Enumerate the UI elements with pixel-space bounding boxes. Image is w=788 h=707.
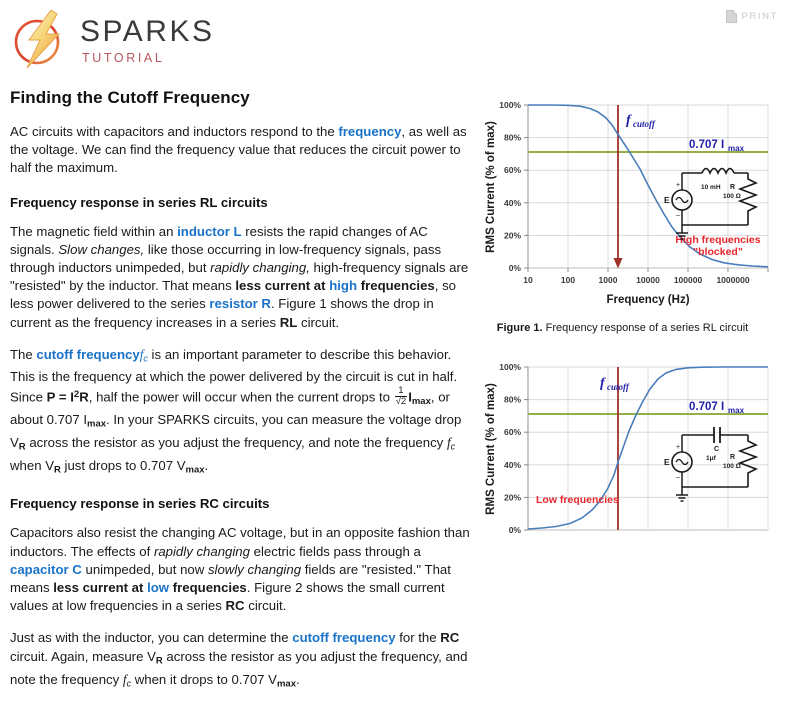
rl-p1-a: The magnetic field within an: [10, 223, 178, 239]
figure-1: [480, 93, 780, 335]
rc-p2-e: when it drops to 0.707 V: [131, 671, 277, 687]
heading-rc-section: Frequency response in series RC circuits: [10, 496, 270, 512]
svg-text:1000000: 1000000: [716, 275, 750, 285]
inductor-value: 10 mH: [701, 184, 721, 191]
svg-text:20%: 20%: [503, 230, 521, 241]
rc-p1-f: circuit.: [244, 598, 287, 614]
intro-text-1: AC circuits with capacitors and inductors respond to the: [10, 124, 339, 139]
rc-circuit-diagram: [672, 427, 756, 501]
svg-text:80%: 80%: [503, 394, 521, 405]
figure-1-chart: [480, 93, 780, 311]
rl-p2-g: when V: [10, 457, 54, 473]
threshold-annotation: [689, 139, 745, 153]
cutoff-sublabel: cutoff: [633, 119, 655, 129]
rl-paragraph-1: [10, 223, 470, 332]
rl-p2-imax-sub: max: [411, 395, 431, 407]
lightning-bolt-icon: [10, 6, 76, 76]
rl-p2-eq-r: R: [79, 389, 89, 405]
threshold-sublabel: max: [728, 144, 745, 153]
rl-p2-e: . In your SPARKS circuits, you can measure the voltage drop V: [10, 411, 462, 450]
print-button[interactable]: [726, 10, 779, 23]
svg-text:0%: 0%: [508, 263, 521, 273]
link-low[interactable]: low: [147, 580, 170, 596]
rc-p1-d: fields are "resisted." That means: [10, 561, 451, 596]
threshold-label: 0.707 I: [689, 401, 725, 413]
page-title: Finding the Cutoff Frequency: [10, 88, 250, 107]
svg-text:60%: 60%: [503, 427, 521, 438]
rc-p1-bold-3: RC: [225, 598, 245, 614]
rl-circuit-diagram: [672, 169, 756, 240]
y-axis-tick-labels: [499, 100, 521, 273]
threshold-sublabel: max: [728, 406, 745, 415]
site-header: [0, 0, 788, 88]
polarity-plus: +: [676, 444, 681, 451]
article-column: [10, 88, 470, 707]
sparks-logo[interactable]: [10, 6, 215, 76]
rc-p1-a: Capacitors also resist the changing AC voltage, but in an opposite fashion than inductors. The effects of: [10, 525, 470, 559]
svg-text:40%: 40%: [503, 459, 521, 470]
x-axis-tick-labels: [523, 275, 750, 285]
svg-text:40%: 40%: [503, 197, 521, 208]
cutoff-annotation: [626, 113, 656, 129]
figure-1-caption-label: Figure 1.: [496, 322, 543, 334]
rl-p1-italic-1: Slow changes,: [58, 241, 145, 257]
callout-line-1: High frequencies: [675, 234, 761, 246]
resistor-label: R: [730, 454, 736, 461]
polarity-minus: –: [676, 212, 680, 219]
figure-2: [480, 355, 780, 573]
rl-p2-vr1-sub: R: [18, 441, 26, 453]
y-tick-marks: [524, 105, 528, 268]
rl-p2-fc2-sub: c: [450, 441, 456, 452]
rl-p1-c: like those occurring in low-frequency signals, pass through inductors unimpeded, but: [10, 241, 442, 276]
rc-p2-bold-rc: RC: [440, 630, 460, 646]
rc-p1-italic-2: slowly changing: [207, 561, 302, 577]
heading-rl-section: Frequency response in series RL circuits: [10, 194, 268, 210]
svg-text:10: 10: [523, 275, 533, 285]
intro-paragraph: [10, 123, 470, 178]
rc-circuit-labels: [664, 444, 741, 481]
svg-text:0%: 0%: [508, 525, 521, 535]
cutoff-sublabel: cutoff: [607, 382, 629, 392]
capacitor-value: 1μf: [706, 455, 716, 462]
rc-paragraph-2: [10, 629, 470, 693]
rc-p2-fc-sub: c: [126, 678, 132, 689]
resistor-label: R: [730, 184, 736, 191]
y-axis-tick-labels: [499, 362, 521, 535]
rc-p2-d: across the resistor as you adjust the frequency, and note the frequency: [10, 648, 468, 687]
rl-p2-eq-p: P = I: [46, 389, 74, 405]
one-over-sqrt2-fraction: [395, 386, 408, 407]
rl-p1-bold-3: RL: [279, 314, 298, 330]
rl-p2-vr2-sub: R: [54, 464, 61, 476]
rl-p2-f: across the resistor as you adjust the frequency, and note the frequency: [25, 434, 447, 450]
rc-p2-b: for the: [395, 630, 441, 646]
svg-text:10000: 10000: [636, 275, 660, 285]
rl-p2-imax: I: [408, 389, 412, 405]
threshold-annotation: [689, 401, 745, 415]
svg-text:20%: 20%: [503, 492, 521, 503]
logo-subtitle: TUTORIAL: [82, 51, 165, 65]
rc-p1-italic-1: rapidly changing: [153, 543, 250, 559]
svg-text:100: 100: [560, 275, 576, 285]
svg-text:100%: 100%: [499, 100, 521, 110]
rl-p2-a: The: [10, 346, 37, 362]
rl-circuit-labels: [664, 182, 741, 219]
rc-p1-e: . Figure 2 shows the small current values at low frequencies in a series: [10, 580, 445, 614]
rl-p2-fc2: f: [446, 434, 451, 450]
rc-p1-b: electric fields pass through a: [249, 543, 421, 559]
rl-p2-eq-sup: 2: [73, 388, 80, 400]
callout-line-2: "blocked": [693, 246, 743, 258]
rc-p1-c: unimpeded, but now: [81, 561, 208, 577]
print-label: PRINT: [741, 11, 778, 22]
rc-p2-a: Just as with the inductor, you can determine the: [10, 630, 293, 646]
svg-text:100000: 100000: [673, 275, 703, 285]
rc-paragraph-1: [10, 524, 470, 615]
rl-p1-f: . Figure 1 shows the drop in current as the frequency increases in a series: [10, 296, 434, 330]
rc-p1-bold-1: less current at: [53, 580, 148, 596]
rl-p1-b: resists the rapid changes of AC signals.: [10, 223, 428, 257]
rl-p2-d: , or about 0.707 I: [10, 389, 450, 427]
rl-p2-vmax-sub: max: [185, 464, 205, 476]
svg-text:60%: 60%: [503, 165, 521, 176]
logo-title: SPARKS: [80, 15, 215, 48]
rl-p2-fc-sub: c: [143, 353, 148, 364]
polarity-minus: –: [676, 474, 680, 481]
rl-p2-c: , half the power will occur when the current drops to: [88, 389, 394, 405]
rl-p2-fc-symbol: f: [139, 346, 144, 362]
document-icon: [726, 10, 737, 23]
figures-column: [480, 88, 780, 573]
source-label: E: [664, 457, 670, 467]
link-inductor-l[interactable]: inductor L: [177, 223, 242, 239]
rc-p2-vmax-sub: max: [276, 678, 296, 690]
rl-p1-italic-2: rapidly changing,: [210, 260, 310, 276]
y-axis-title: RMS Current (% of max): [485, 383, 497, 515]
link-capacitor-c[interactable]: capacitor C: [10, 561, 82, 577]
rl-p2-h: just drops to 0.707 V: [60, 457, 186, 473]
resistor-value: 100 Ω: [723, 193, 741, 200]
svg-text:100%: 100%: [499, 362, 521, 372]
rc-p2-vr-sub: R: [155, 655, 163, 667]
source-label: E: [664, 195, 670, 205]
intro-text-2: , as well as the voltage. We can find the frequency value that reduces the circuit power to half the maximum.: [10, 124, 467, 176]
link-high[interactable]: high: [329, 278, 358, 294]
rc-p2-f: .: [295, 671, 300, 687]
rl-p2-i: .: [204, 457, 209, 473]
threshold-label: 0.707 I: [689, 139, 725, 151]
rc-p2-fc: f: [122, 671, 127, 687]
link-cutoff-frequency-rc[interactable]: cutoff frequency: [292, 630, 396, 646]
resistor-value: 100 Ω: [723, 463, 741, 470]
y-tick-marks: [524, 367, 528, 530]
rl-p1-g: circuit.: [297, 314, 340, 330]
svg-text:80%: 80%: [503, 132, 521, 143]
rl-p1-bold-2: frequencies: [357, 278, 435, 294]
fraction-denominator: √2: [395, 396, 407, 408]
capacitor-label: C: [714, 446, 720, 453]
cutoff-label: f: [600, 376, 605, 391]
rl-p1-e: , so less power delivered to the series: [10, 278, 457, 312]
polarity-plus: +: [676, 182, 681, 189]
figure-1-caption: [480, 321, 765, 335]
cutoff-label: f: [626, 113, 631, 128]
fraction-numerator: 1: [395, 386, 408, 397]
link-cutoff-frequency[interactable]: cutoff frequency: [36, 346, 140, 362]
svg-text:1000: 1000: [598, 275, 618, 285]
figure-2-chart: [480, 355, 780, 573]
rc-p2-c: circuit. Again, measure V: [10, 648, 156, 664]
x-tick-marks: [528, 268, 768, 272]
link-frequency[interactable]: frequency: [338, 124, 402, 139]
cutoff-arrowhead: [614, 258, 623, 269]
rl-paragraph-2: [10, 346, 470, 480]
low-frequency-callout: Low frequencies: [536, 494, 619, 506]
link-resistor-r[interactable]: resistor R: [209, 296, 271, 312]
y-axis-title: RMS Current (% of max): [485, 121, 497, 253]
rc-p1-bold-2: frequencies: [169, 580, 247, 596]
figure-1-caption-text: Frequency response of a series RL circuit: [542, 322, 749, 334]
rl-p1-d: high-frequency signals are "resisted" by the inductor. That means: [10, 260, 469, 294]
rl-p2-imax2-sub: max: [87, 418, 107, 430]
rl-p2-b: is an important parameter to describe this behavior. This is the frequency at which the power delivered by the circuit is cut in half. Since: [10, 346, 458, 405]
x-axis-title: Frequency (Hz): [606, 294, 690, 306]
cutoff-annotation: [600, 376, 630, 392]
rl-p1-bold-1: less current at: [235, 278, 330, 294]
